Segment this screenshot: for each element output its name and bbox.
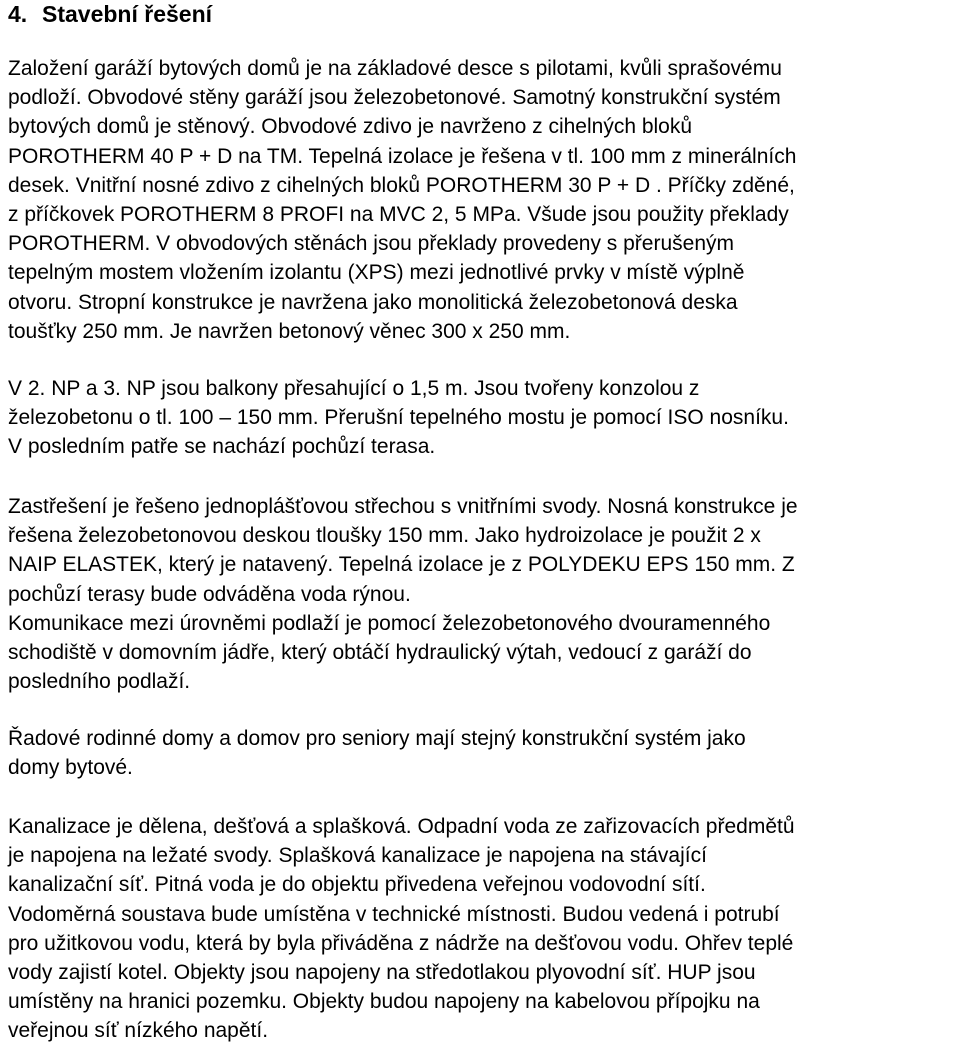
text-line: Vodoměrná soustava bude umístěna v technické místnosti. Budou vedená i potrubí <box>8 902 780 926</box>
text-line: otvoru. Stropní konstrukce je navržena jako monolitická železobetonová deska <box>8 290 738 314</box>
section-title: Stavební řešení <box>42 1 213 27</box>
text-line: bytových domů je stěnový. Obvodové zdivo je navrženo z cihelných bloků <box>8 115 693 139</box>
text-line: V posledním patře se nachází pochůzí terasa. <box>8 435 436 459</box>
text-line: Kanalizace je dělena, dešťová a splašková. Odpadní voda ze zařizovacích předmětů <box>8 815 795 838</box>
text-line: toušťky 250 mm. Je navržen betonový věnec 300 x 250 mm. <box>8 319 571 343</box>
text-line: desek. Vnitřní nosné zdivo z cihelných bloků POROTHERM 30 P + D . Příčky zděné, <box>8 173 795 197</box>
text-line: tepelným mostem vložením izolantu (XPS) mezi jednotlivé prvky v místě výplně <box>8 261 745 285</box>
text-line: posledního podlaží. <box>8 670 191 694</box>
text-line: je napojena na ležaté svody. Splašková kanalizace je napojena na stávající <box>8 844 707 868</box>
text-line: NAIP ELASTEK, který je natavený. Tepelná izolace je z POLYDEKU EPS 150 mm. Z <box>8 553 795 577</box>
text-line: umístěny na hranici pozemku. Objekty budou napojeny na kabelovou přípojku na <box>8 990 760 1014</box>
text-line: Zastřešení je řešeno jednoplášťovou střechou s vnitřními svody. Nosná konstrukce je <box>8 495 798 518</box>
text-line: podloží. Obvodové stěny garáží jsou železobetonové. Samotný konstrukční systém <box>8 86 781 110</box>
section-number: 4. <box>8 1 28 27</box>
text-line: řešena železobetonovou deskou tloušky 150 mm. Jako hydroizolace je použit 2 x <box>8 524 761 548</box>
text-line: POROTHERM. V obvodových stěnách jsou překlady provedeny s přerušeným <box>8 232 734 256</box>
text-line: pro užitkovou vodu, která by byla přiváděna z nádrže na dešťovou vodu. Ohřev teplé <box>8 931 794 955</box>
text-line: kanalizační síť. Pitná voda je do objektu přivedena veřejnou vodovodní sítí. <box>8 873 706 897</box>
paragraph-balconies <box>8 374 789 462</box>
paragraph-roofing <box>8 492 798 696</box>
paragraph-foundations <box>8 54 796 346</box>
text-line: vody zajistí kotel. Objekty jsou napojeny na středotlakou plyovodní síť. HUP jsou <box>8 961 756 985</box>
text-line: z příčkovek POROTHERM 8 PROFI na MVC 2, 5 MPa. Všude jsou použity překlady <box>8 203 789 227</box>
text-line: Řadové rodinné domy a domov pro seniory mají stejný konstrukční systém jako <box>8 727 746 750</box>
text-line: Založení garáží bytových domů je na základové desce s pilotami, kvůli sprašovému <box>8 57 782 80</box>
paragraph-utilities <box>8 812 795 1046</box>
text-line: Komunikace mezi úrovněmi podlaží je pomocí železobetonového dvouramenného <box>8 611 771 635</box>
text-line: schodiště v domovním jádře, který obtáčí hydraulický výtah, vedoucí z garáží do <box>8 641 752 665</box>
text-line: V 2. NP a 3. NP jsou balkony přesahující o 1,5 m. Jsou tvořeny konzolou z <box>8 377 700 400</box>
text-line: POROTHERM 40 P + D na TM. Tepelná izolace je řešena v tl. 100 mm z minerálních <box>8 144 797 168</box>
text-line: domy bytové. <box>8 756 133 780</box>
paragraph-row-houses <box>8 724 746 782</box>
text-line: železobetonu o tl. 100 – 150 mm. Přerušní tepelného mostu je pomocí ISO nosníku. <box>8 406 789 430</box>
text-line: pochůzí terasy bude odváděna voda rýnou. <box>8 582 411 606</box>
section-heading <box>8 0 212 28</box>
text-line: veřejnou síť nízkého napětí. <box>8 1019 269 1043</box>
